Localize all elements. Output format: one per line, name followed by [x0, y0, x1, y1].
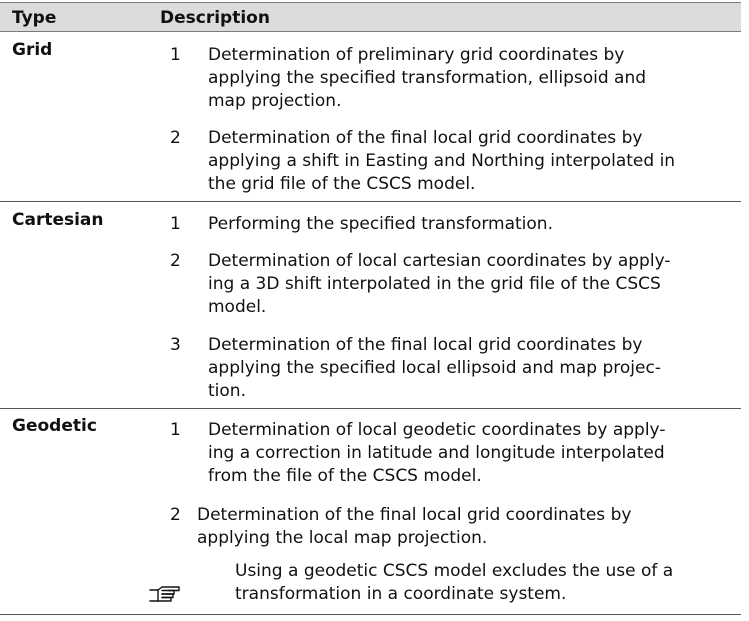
pointing-hand-icon — [148, 583, 182, 605]
step-number: 2 — [170, 251, 181, 271]
type-cartesian: Cartesian — [12, 210, 104, 230]
type-grid: Grid — [12, 40, 53, 60]
table-bottom-border — [0, 614, 741, 615]
step-text: Determination of preliminary grid coordinates by applying the specified transformation, ellipsoid and map projection. — [208, 45, 647, 111]
step-number: 3 — [170, 335, 181, 355]
table-header — [0, 2, 741, 32]
row-divider — [0, 201, 741, 202]
type-geodetic: Geodetic — [12, 416, 97, 436]
step-text: Determination of the final local grid coordinates by applying the specified local ellipsoid and map projec- tion. — [208, 335, 661, 401]
step-number: 1 — [170, 214, 181, 234]
step-text: Determination of local geodetic coordinates by apply- ing a correction in latitude and longitude interpolated from the file of the CSCS model. — [208, 420, 666, 486]
step-text: Determination of the final local grid coordinates by applying a shift in Easting and Northing interpolated in the grid file of the CSCS model. — [208, 128, 676, 194]
step-number: 1 — [170, 45, 181, 65]
header-description: Description — [160, 8, 270, 28]
step-text: Determination of the final local grid coordinates by applying the local map projection. — [197, 505, 632, 548]
step-number: 1 — [170, 420, 181, 440]
note-text: Using a geodetic CSCS model excludes the use of a transformation in a coordinate system. — [235, 561, 674, 604]
step-number: 2 — [170, 505, 181, 525]
row-divider — [0, 408, 741, 409]
step-text: Determination of local cartesian coordinates by apply- ing a 3D shift interpolated in the grid file of the CSCS model. — [208, 251, 671, 317]
header-type: Type — [12, 8, 57, 28]
step-number: 2 — [170, 128, 181, 148]
step-text: Performing the specified transformation. — [208, 214, 553, 234]
